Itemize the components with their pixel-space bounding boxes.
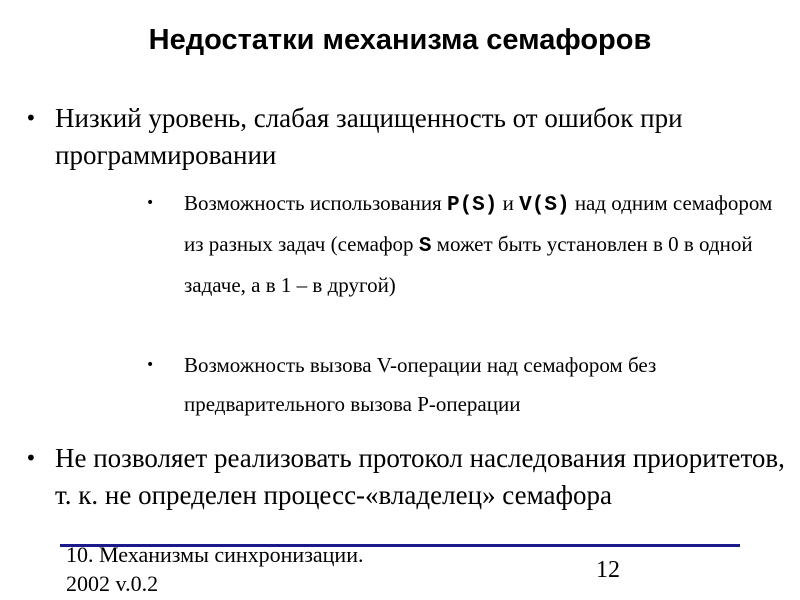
footer-line: 10. Механизмы синхронизации. [66, 542, 364, 567]
code-fragment: V(S) [519, 194, 570, 217]
bullet-icon: • [146, 357, 155, 373]
bullet-icon: • [25, 106, 37, 130]
sub-bullet-text: Возможность вызова V-операции над семафором без предварительного вызова P-операции [184, 353, 657, 416]
slide-title: Недостатки механизма семафоров [148, 24, 652, 56]
text-fragment: может быть установлен в 0 в одной задаче, а в 1 – в другой) [184, 232, 753, 297]
bullet-text: Низкий уровень, слабая защищенность от ошибок при программировании [55, 103, 683, 170]
bullet-icon: • [25, 446, 37, 470]
code-fragment: P(S) [446, 194, 498, 217]
text-fragment: Возможность использования [184, 191, 447, 215]
bullet-text: Не позволяет реализовать протокол наследования приоритетов, т. к. не определен процесс-«владелец» семафора [55, 443, 785, 510]
footer-line: 2002 v.0.2 [66, 571, 159, 596]
page-number: 12 [596, 557, 620, 583]
footer-caption [66, 540, 486, 598]
code-fragment: S [418, 235, 432, 258]
bullet-icon: • [146, 195, 155, 211]
sub-bullet-text [184, 184, 784, 305]
text-fragment: и [497, 191, 520, 215]
text-fragment: над одним семафором из разных задач (семафор [184, 191, 773, 256]
